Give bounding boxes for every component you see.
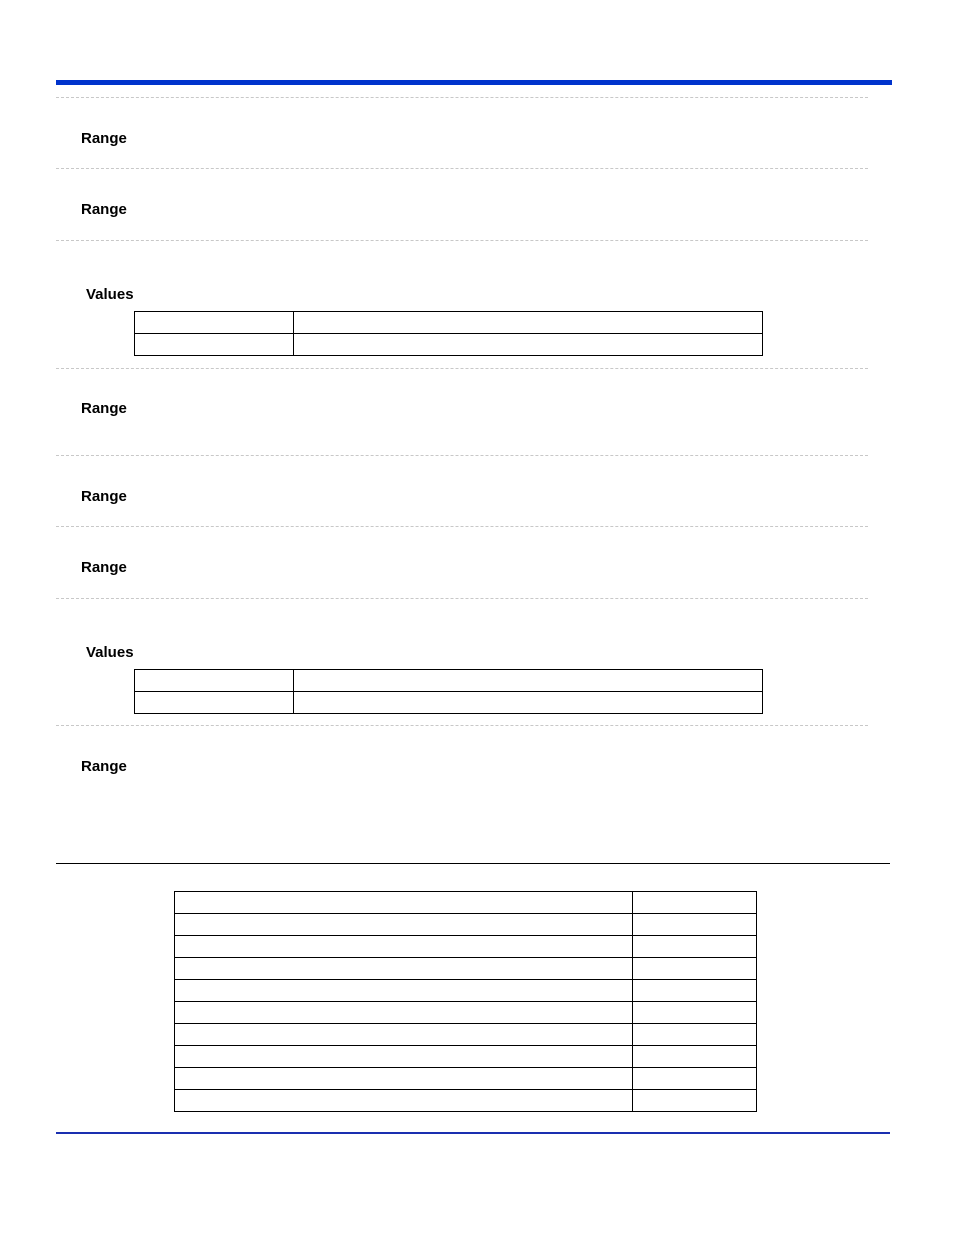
table-cell [175,958,633,980]
table-cell [633,914,757,936]
section-divider [56,598,868,599]
table-cell [175,1068,633,1090]
table-row [135,670,763,692]
table-cell [175,1002,633,1024]
table-cell [633,1068,757,1090]
values-table-1 [134,311,763,356]
table-cell [294,334,763,356]
table-cell [294,312,763,334]
table-cell [175,1090,633,1112]
table-row [175,1090,757,1112]
table-cell [633,1046,757,1068]
table-row [135,692,763,714]
table-cell [633,980,757,1002]
table-row [135,334,763,356]
range-label-3: Range [81,400,127,417]
table-row [175,1068,757,1090]
table-cell [175,914,633,936]
table-row [175,892,757,914]
table-cell [633,958,757,980]
table-row [175,914,757,936]
table-row [135,312,763,334]
summary-table [174,891,757,1112]
section-divider [56,526,868,527]
range-label-1: Range [81,130,127,147]
table-cell [175,1046,633,1068]
section-divider [56,368,868,369]
values-label-2: Values [86,644,134,661]
table-cell [175,980,633,1002]
section-divider [56,725,868,726]
values-label-1: Values [86,286,134,303]
table-cell [633,936,757,958]
table-cell [175,892,633,914]
table-cell [135,312,294,334]
table-row [175,1002,757,1024]
footer-rule [56,1132,890,1134]
section-divider [56,455,868,456]
table-row [175,936,757,958]
table-cell [633,1002,757,1024]
table-row [175,980,757,1002]
section-divider [56,168,868,169]
table-cell [294,670,763,692]
range-label-4: Range [81,488,127,505]
values-table-2 [134,669,763,714]
table-cell [633,1090,757,1112]
range-label-5: Range [81,559,127,576]
header-rule [56,80,892,85]
content-rule [56,863,890,864]
section-divider [56,97,868,98]
range-label-2: Range [81,201,127,218]
section-divider [56,240,868,241]
table-cell [135,670,294,692]
table-row [175,958,757,980]
table-cell [633,892,757,914]
table-cell [175,1024,633,1046]
table-cell [135,334,294,356]
table-cell [633,1024,757,1046]
table-cell [135,692,294,714]
range-label-6: Range [81,758,127,775]
table-cell [294,692,763,714]
table-row [175,1024,757,1046]
table-cell [175,936,633,958]
table-row [175,1046,757,1068]
